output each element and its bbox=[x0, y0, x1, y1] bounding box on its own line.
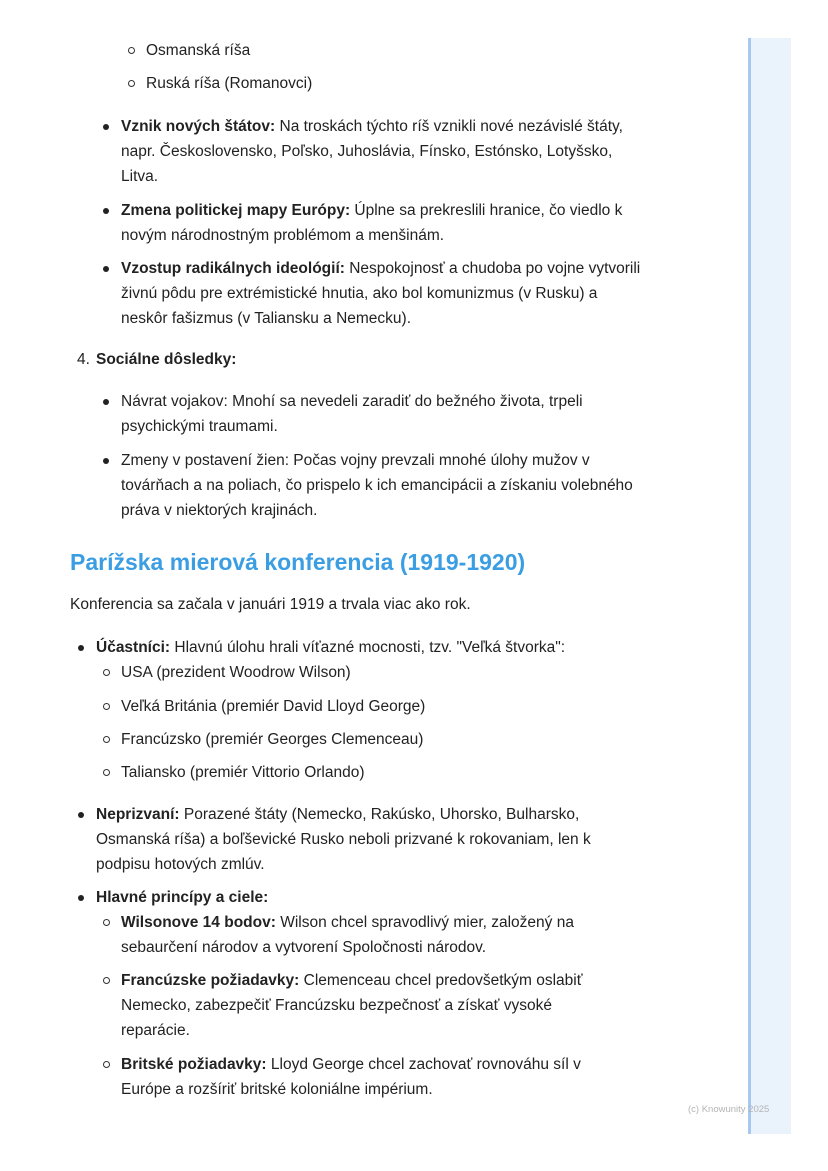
page-sidebar bbox=[748, 38, 791, 1134]
paragraph: Konferencia sa začala v januári 1919 a trvala viac ako rok. bbox=[70, 596, 471, 613]
list-item: Neprizvaní: Porazené štáty (Nemecko, Rakúsko, Uhorsko, Bulharsko, Osmanská ríša) a boľševické Rusko neboli prizvané k rokovaniam, len k podpisu hotových zmlúv. bbox=[96, 802, 631, 877]
list-item: Návrat vojakov: Mnohí sa nevedeli zaradiť do bežného života, trpeli psychickými traumami. bbox=[121, 389, 641, 439]
list-item: Wilsonove 14 bodov: Wilson chcel spravodlivý mier, založený na sebaurčení národov a vytvorení Spoločnosti národov. bbox=[121, 910, 611, 960]
list-item: Zmena politickej mapy Európy: Úplne sa prekreslili hranice, čo viedlo k novým národnostným problémom a menšinám. bbox=[121, 198, 641, 248]
list-item: Osmanská ríša bbox=[146, 38, 726, 63]
list-item: Vznik nových štátov: Na troskách týchto ríš vznikli nové nezávislé štáty, napr. Československo, Poľsko, Juhoslávia, Fínsko, Estónsko, Lotyšsko, Litva. bbox=[121, 114, 641, 189]
list-item: Zmeny v postavení žien: Počas vojny prevzali mnohé úlohy mužov v továrňach a na poliach, čo prispelo k ich emancipácii a získaniu volebného práva v niektorých krajinách. bbox=[121, 448, 641, 523]
numbered-item: 4. Sociálne dôsledky: bbox=[77, 351, 237, 368]
list-item: USA (prezident Woodrow Wilson) bbox=[121, 660, 701, 685]
list-item: Vzostup radikálnych ideológií: Nespokojnosť a chudoba po vojne vytvorili živnú pôdu pre extrémistické hnutia, ako bol komunizmus (v Rusku) a neskôr fašizmus (v Taliansku a Nemecku). bbox=[121, 256, 641, 331]
list-item: Francúzske požiadavky: Clemenceau chcel predovšetkým oslabiť Nemecko, zabezpečiť Francúzsku bezpečnosť a získať vysoké reparácie. bbox=[121, 968, 611, 1043]
list-item: Veľká Británia (premiér David Lloyd George) bbox=[121, 694, 701, 719]
watermark: (c) Knowunity 2025 bbox=[688, 1104, 770, 1115]
list-item: Britské požiadavky: Lloyd George chcel zachovať rovnováhu síl v Európe a rozšíriť britské koloniálne impérium. bbox=[121, 1052, 611, 1102]
list-item: Francúzsko (premiér Georges Clemenceau) bbox=[121, 727, 701, 752]
list-item: Ruská ríša (Romanovci) bbox=[146, 71, 726, 96]
section-heading: Parížska mierová konferencia (1919-1920) bbox=[70, 549, 526, 575]
list-item: Taliansko (premiér Vittorio Orlando) bbox=[121, 760, 701, 785]
list-item: Hlavné princípy a ciele: bbox=[96, 885, 696, 910]
list-item: Účastníci: Hlavnú úlohu hrali víťazné mocnosti, tzv. "Veľká štvorka": bbox=[96, 635, 716, 660]
